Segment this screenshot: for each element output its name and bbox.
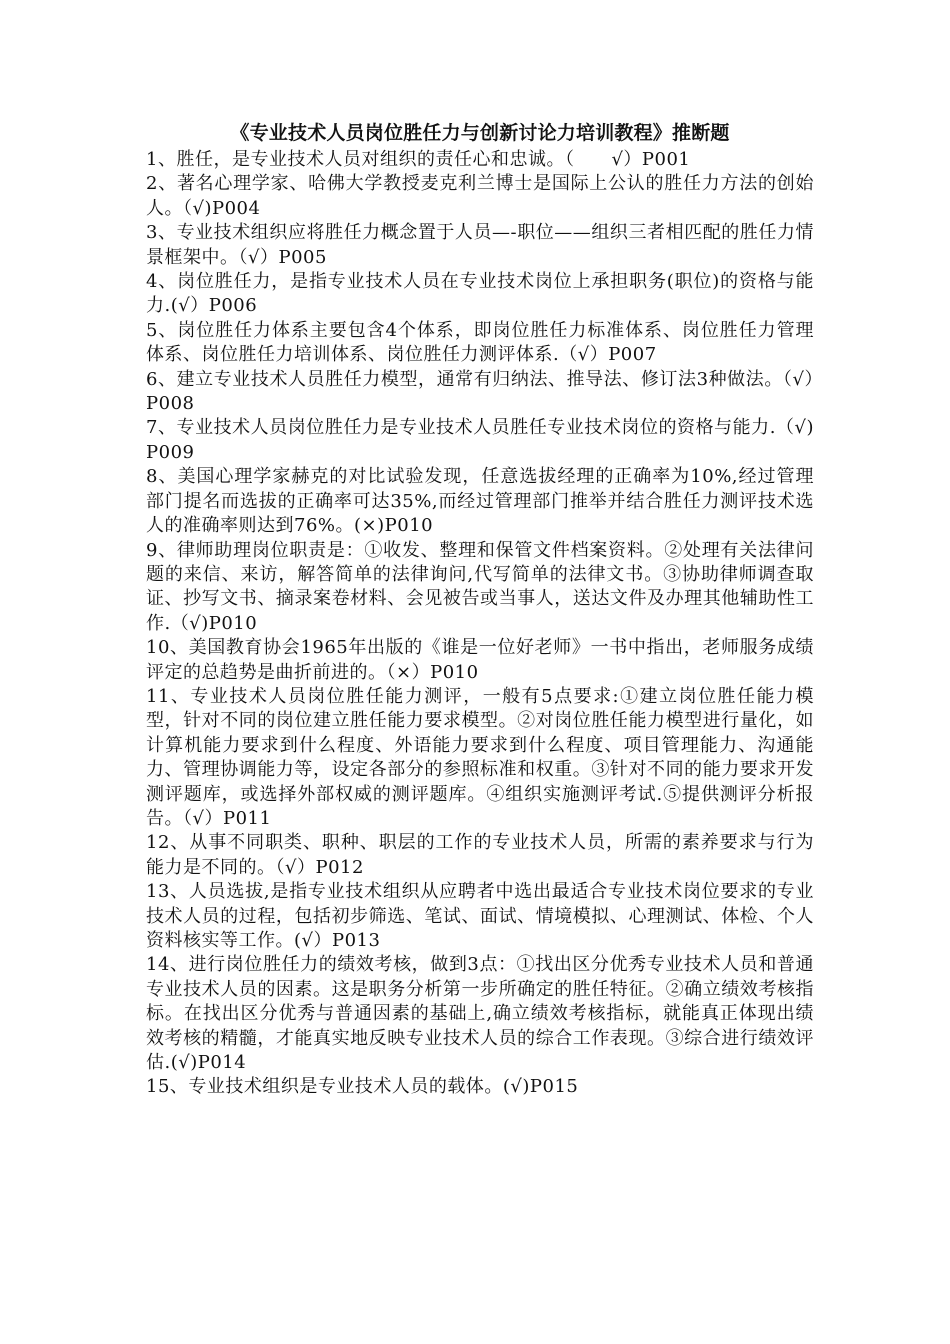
question-item: 9、律师助理岗位职责是：①收发、整理和保管文件档案资料。②处理有关法律问题的来信、来访，解答简单的法律询问,代写简单的法律文书。③协助律师调查取证、抄写文书、摘录案卷材料、会见被告或当事人，送达文件及办理其他辅助性工作.（√)P010 [146, 539, 814, 634]
question-item: 14、进行岗位胜任力的绩效考核，做到3点：①找出区分优秀专业技术人员和普通专业技术人员的因素。这是职务分析第一步所确定的胜任特征。②确立绩效考核指标。在找出区分优秀与普通因素的基础上,确立绩效考核指标，就能真正体现出绩效考核的精髓，才能真实地反映专业技术人员的综合工作表现。③综合进行绩效评估.(√)P014 [146, 954, 814, 1074]
question-item: 6、建立专业技术人员胜任力模型，通常有归纳法、推导法、修订法3种做法。（√）P008 [146, 368, 814, 415]
document-title: 《专业技术人员岗位胜任力与创新讨论力培训教程》推断题 [230, 122, 730, 144]
question-list [146, 148, 814, 1100]
question-item: 4、岗位胜任力，是指专业技术人员在专业技术岗位上承担职务(职位)的资格与能力.(√）P006 [146, 271, 814, 317]
document-page [146, 118, 814, 1100]
question-item: 1、胜任，是专业技术人员对组织的责任心和忠诚。（ √）P001 [146, 149, 691, 170]
question-item: 5、岗位胜任力体系主要包含4个体系，即岗位胜任力标准体系、岗位胜任力管理体系、岗位胜任力培训体系、岗位胜任力测评体系.（√）P007 [146, 319, 814, 366]
question-item: 3、专业技术组织应将胜任力概念置于人员—-职位——组织三者相匹配的胜任力情景框架中。（√）P005 [146, 222, 814, 268]
question-item: 10、美国教育协会1965年出版的《谁是一位好老师》一书中指出，老师服务成绩评定的总趋势是曲折前进的。（×）P010 [146, 637, 814, 683]
question-item: 13、人员选拔,是指专业技术组织从应聘者中选出最适合专业技术岗位要求的专业技术人员的过程，包括初步筛选、笔试、面试、情境模拟、心理测试、体检、个人资料核实等工作。(√）P013 [146, 881, 814, 951]
question-item: 7、专业技术人员岗位胜任力是专业技术人员胜任专业技术岗位的资格与能力.（√)P009 [146, 417, 814, 463]
question-item: 12、从事不同职类、职种、职层的工作的专业技术人员，所需的素养要求与行为能力是不同的。（√）P012 [146, 832, 814, 878]
question-item: 15、专业技术组织是专业技术人员的载体。(√)P015 [146, 1076, 579, 1098]
question-item: 8、美国心理学家赫克的对比试验发现，任意选拔经理的正确率为10%,经过管理部门提名而选拔的正确率可达35%,而经过管理部门推举并结合胜任力测评技术选人的准确率则达到76%。(×)P010 [146, 466, 814, 537]
question-item: 2、著名心理学家、哈佛大学教授麦克利兰博士是国际上公认的胜任力方法的创始人。（√)P004 [146, 173, 814, 219]
question-item: 11、专业技术人员岗位胜任能力测评，一般有5点要求:①建立岗位胜任能力模型，针对不同的岗位建立胜任能力要求模型。②对岗位胜任能力模型进行量化，如计算机能力要求到什么程度、外语能力要求到什么程度、项目管理能力、沟通能力、管理协调能力等，设定各部分的参照标准和权重。③针对不同的能力要求开发测评题库，或选择外部权威的测评题库。④组织实施测评考试.⑤提供测评分析报告。（√）P011 [146, 685, 814, 829]
